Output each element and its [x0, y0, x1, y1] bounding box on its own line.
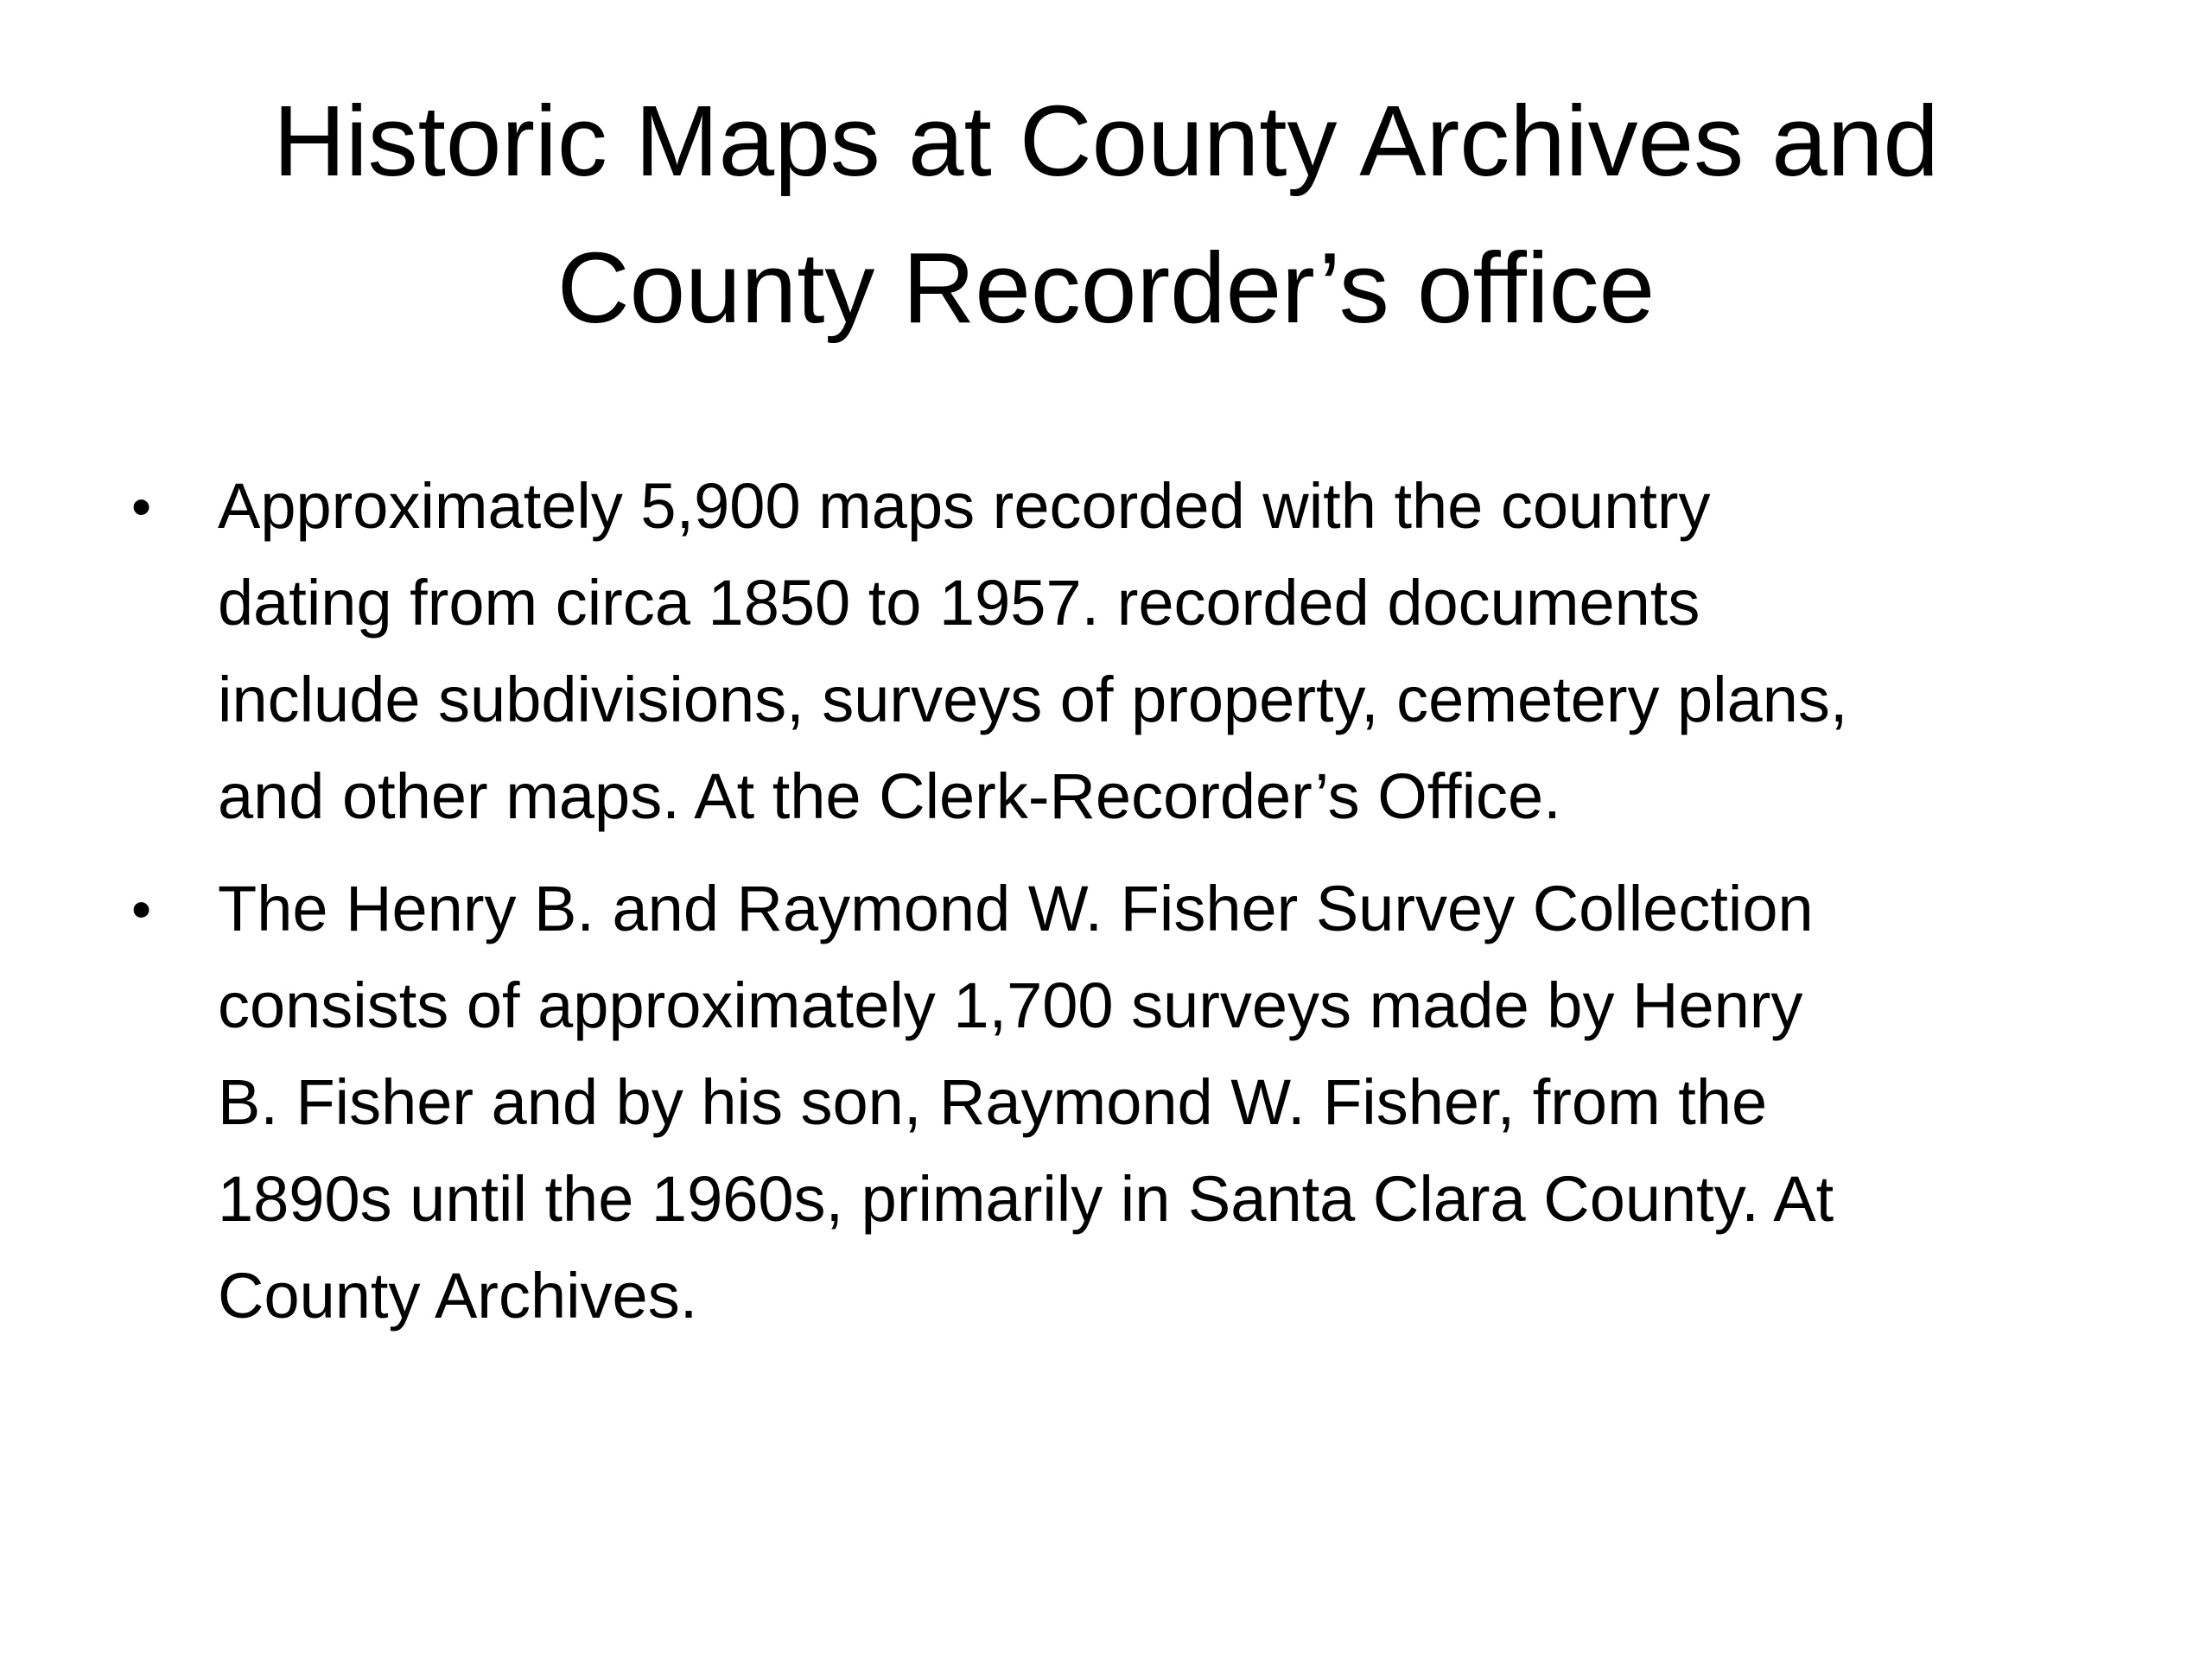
bullet-line: dating from circa 1850 to 1957. recorded documents [218, 567, 1700, 639]
bullet-item [121, 458, 2126, 845]
slide-title-line: County Recorder’s office [556, 232, 1656, 344]
slide-title [104, 67, 2108, 361]
bullet-text [218, 861, 2126, 1344]
bullet-icon: • [131, 474, 152, 538]
bullet-line: Approximately 5,900 maps recorded with the country [218, 470, 1711, 542]
bullet-text [218, 458, 2126, 845]
bullet-line: consists of approximately 1,700 surveys made by Henry [218, 969, 1803, 1041]
slide-title-line: Historic Maps at County Archives and [273, 85, 1939, 197]
bullet-line: County Archives. [218, 1260, 698, 1332]
bullet-list [121, 458, 2126, 1360]
bullet-line: include subdivisions, surveys of property, cemetery plans, [218, 664, 1848, 735]
bullet-icon: • [131, 877, 152, 941]
bullet-line: The Henry B. and Raymond W. Fisher Survey Collection [218, 873, 1814, 944]
bullet-item [121, 861, 2126, 1344]
bullet-line: 1890s until the 1960s, primarily in Santa Clara County. At [218, 1163, 1834, 1235]
bullet-line: and other maps. At the Clerk-Recorder’s Office. [218, 760, 1561, 832]
bullet-line: B. Fisher and by his son, Raymond W. Fisher, from the [218, 1066, 1768, 1138]
